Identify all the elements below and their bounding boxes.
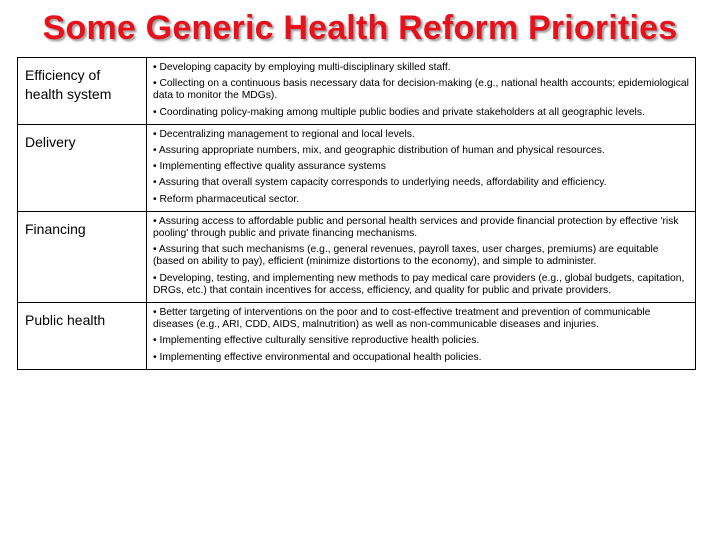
bullet-item: • Assuring that such mechanisms (e.g., general revenues, payroll taxes, user charges, premiums) are equitable (based on ability to pay), efficient (minimize distortions to the economy), and simple to administer. xyxy=(153,244,659,268)
row-content-financing xyxy=(147,211,696,302)
row-content-efficiency xyxy=(147,58,696,125)
bullet-item: • Reform pharmaceutical sector. xyxy=(153,193,300,205)
bullet-item: • Implementing effective quality assurance systems xyxy=(153,161,386,173)
row-label-efficiency: Efficiency of health system xyxy=(18,58,147,125)
table-row-financing xyxy=(18,211,696,302)
bullet-item: • Assuring appropriate numbers, mix, and geographic distribution of human and physical resources. xyxy=(153,145,605,157)
bullet-item: • Developing, testing, and implementing new methods to pay medical care providers (e.g., global budgets, capitation, DRGs, etc.) that contain incentives for access, efficiency, and quality for public and private providers. xyxy=(153,272,685,296)
row-content-public-health xyxy=(147,303,696,370)
priorities-table xyxy=(17,57,696,370)
bullet-item: • Assuring that overall system capacity corresponds to underlying needs, affordability and efficiency. xyxy=(153,177,607,189)
bullet-item: • Coordinating policy-making among multiple public bodies and private stakeholders at all geographic levels. xyxy=(153,106,645,118)
row-label-delivery: Delivery xyxy=(18,124,147,211)
bullet-item: • Better targeting of interventions on the poor and to cost-effective treatment and prevention of communicable diseases (e.g., ARI, CDD, AIDS, malnutrition) as well as non-communicable diseases and injuries. xyxy=(153,307,651,331)
slide-title: Some Generic Health Reform Priorities xyxy=(42,9,678,47)
row-label-financing: Financing xyxy=(18,211,147,302)
table-row-delivery xyxy=(18,124,696,211)
bullet-item: • Developing capacity by employing multi-disciplinary skilled staff. xyxy=(153,62,451,73)
bullet-item: • Decentralizing management to regional and local levels. xyxy=(153,128,415,140)
table-row-efficiency xyxy=(18,58,696,125)
row-content-delivery xyxy=(147,124,696,211)
bullet-item: • Implementing effective culturally sensitive reproductive health policies. xyxy=(153,335,480,347)
table-row-public-health xyxy=(18,303,696,370)
bullet-item: • Collecting on a continuous basis necessary data for decision-making (e.g., national health accounts; epidemiological data to monitor the MDGs). xyxy=(153,78,689,102)
row-label-public-health: Public health xyxy=(18,303,147,370)
bullet-item: • Assuring access to affordable public and personal health services and provide financial protection by effective 'risk pooling' through public and private financing mechanisms. xyxy=(153,215,679,240)
bullet-item: • Implementing effective environmental and occupational health policies. xyxy=(153,351,482,363)
